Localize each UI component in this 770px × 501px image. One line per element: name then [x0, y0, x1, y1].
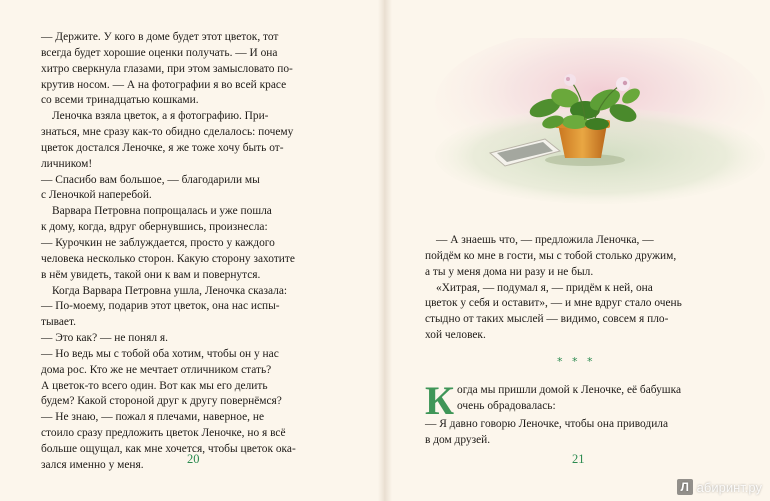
text-line: в дом друзей. [425, 433, 491, 446]
text-line: огда мы пришли домой к Леночке, её бабушка [457, 384, 681, 396]
text-line: — А знаешь что, — предложила Леночка, — [436, 234, 654, 246]
flower-pot-illustration [435, 38, 765, 208]
text-line: знаться, мне сразу как-то обидно сделалось: почему [41, 126, 294, 139]
text-line: в нём увидеть, такой они к вам и повернутся. [41, 268, 261, 281]
text-line: хитро сверкнула глазами, при этом замысловато по- [41, 62, 293, 75]
text-line: пойдём ко мне в гости, мы с тобой столько дружим, [425, 249, 677, 262]
text-line: — Спасибо вам большое, — благодарили мы [41, 173, 260, 186]
page-number-right: 21 [572, 452, 585, 466]
text-line: цветок у себя и оставит», — и мне вдруг стало очень [425, 297, 682, 310]
text-line: — Курочкин не заблуждается, просто у каждого [41, 236, 275, 249]
text-line: дома рос. Кто же не мечтает отличником стать? [41, 363, 272, 376]
text-line: стоило сразу предложить цветок Леночке, но я всё [41, 427, 286, 440]
text-line: — Но ведь мы с тобой оба хотим, чтобы он у нас [41, 347, 279, 360]
text-line: к дому, когда, вдруг обернувшись, произнесла: [41, 221, 268, 234]
text-line: личником! [41, 157, 93, 170]
book-gutter [378, 0, 392, 501]
text-line: стыдно от таких мыслей — видимо, совсем я пло- [425, 313, 669, 326]
text-line: хой человек. [425, 329, 486, 342]
text-line: — По-моему, подарив этот цветок, она нас испы- [41, 300, 280, 313]
text-line: — Это как? — не понял я. [41, 332, 168, 345]
right-page-text [425, 233, 730, 344]
text-line: будем? Какой стороной друг к другу повернёмся? [41, 395, 282, 408]
text-line: очень обрадовалась: [457, 399, 556, 412]
text-line: цветок достался Леночке, я же тоже хочу быть от- [41, 141, 284, 154]
watermark-text: абиринт.ру [696, 479, 762, 495]
section-separator: * * * [557, 355, 596, 368]
text-line: с Леночкой наперебой. [41, 189, 152, 202]
text-line: Когда Варвара Петровна ушла, Леночка сказала: [52, 284, 288, 297]
text-line: Варвара Петровна попрощалась и уже пошла [52, 205, 272, 218]
page-number-left: 20 [187, 452, 200, 466]
text-line: — Не знаю, — пожал я плечами, наверное, не [41, 411, 264, 424]
watermark-logo [677, 479, 762, 495]
text-line: со всеми тринадцатью кошками. [41, 94, 199, 107]
left-page-text [41, 30, 359, 474]
text-line: — Я давно говорю Леночке, чтобы она приводила [425, 418, 669, 430]
drop-cap: К [425, 378, 455, 423]
text-line: всегда будет хорошие оценки получать. — И она [41, 46, 278, 59]
text-line: человека несколько сторон. Какую сторону захотите [41, 252, 295, 265]
text-line: «Хитрая, — подумал я, — придём к ней, она [436, 281, 653, 294]
text-line: зался именно у меня. [41, 458, 144, 471]
text-line: больше ощущал, как мне хочется, чтобы цветок ока- [41, 442, 296, 455]
chapter-start [425, 378, 730, 449]
text-line: тывает. [41, 316, 76, 329]
text-line: крутив носом. — А на фотографии я во всей красе [41, 78, 287, 91]
text-line: А цветок-то всего один. Вот как мы его делить [41, 379, 268, 392]
text-line: Леночка взяла цветок, а я фотографию. При- [52, 110, 269, 123]
text-line: а ты у меня дома ни разу и не был. [425, 265, 594, 278]
watermark-badge: Л [677, 479, 693, 495]
text-line: — Держите. У кого в доме будет этот цветок, тот [41, 31, 279, 43]
